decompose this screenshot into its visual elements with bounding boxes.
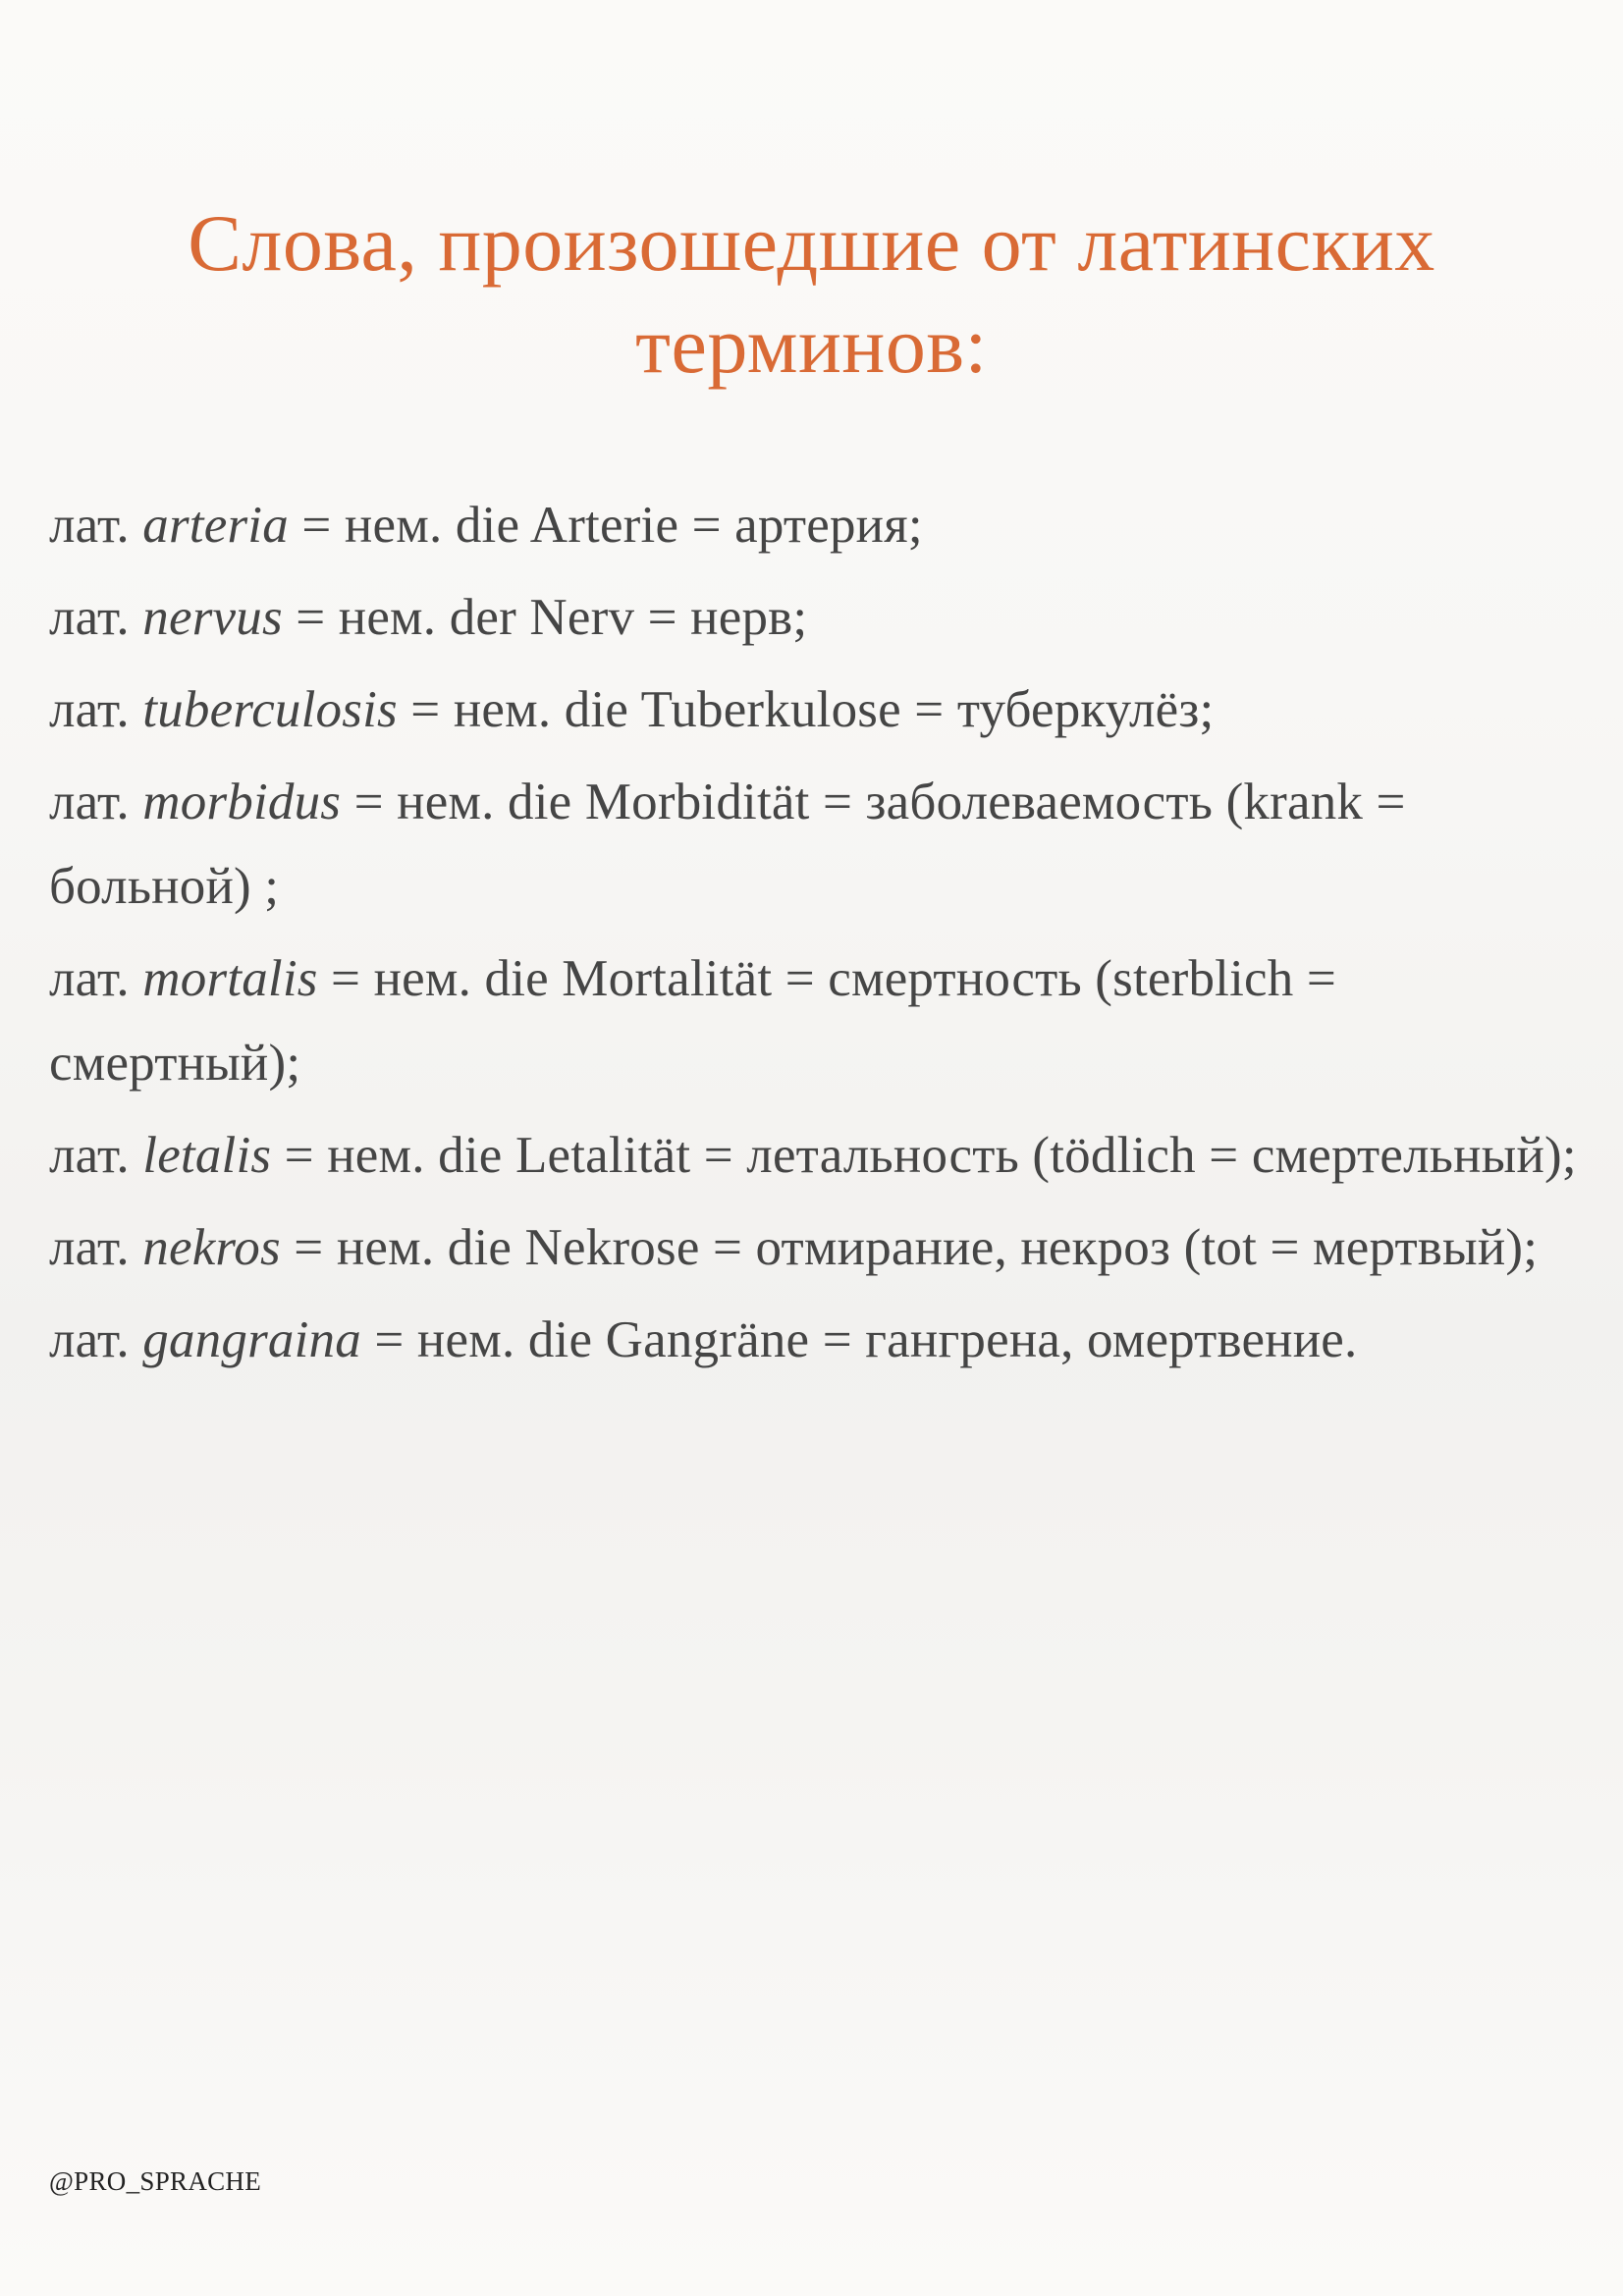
term-translation: = нем. die Arterie = артерия; [288,497,923,554]
term-entry-gangraina [49,1298,1581,1382]
lat-prefix: лат. [49,589,143,646]
latin-term: gangraina [142,1311,361,1368]
lat-prefix: лат. [49,950,143,1007]
latin-term: mortalis [142,950,318,1007]
term-entry-nervus [49,575,1581,660]
lat-prefix: лат. [49,1127,143,1184]
latin-term: nervus [142,589,283,646]
lat-prefix: лат. [49,1219,143,1276]
term-translation: = нем. die Gangräne = гангрена, омертвение. [360,1311,1358,1368]
term-list [49,483,1581,1390]
term-translation: = нем. die Tuberkulose = туберкулёз; [397,681,1215,738]
term-entry-morbidus [49,760,1581,929]
term-entry-tuberculosis [49,667,1581,752]
term-translation: = нем. die Mortalität = смертность (sterblich = смертный); [49,950,1336,1092]
page-title: Слова, произошедшие от латинских терминов: [188,198,1435,390]
lat-prefix: лат. [49,497,143,554]
term-translation: = нем. die Letalität = летальность (tödlich = смертельный); [271,1127,1577,1184]
latin-term: letalis [142,1127,272,1184]
term-entry-arteria [49,483,1581,567]
term-entry-nekros [49,1205,1581,1290]
term-entry-letalis [49,1113,1581,1198]
latin-term: morbidus [142,774,342,830]
lat-prefix: лат. [49,681,143,738]
latin-term: nekros [142,1219,281,1276]
account-handle: @PRO_SPRACHE [49,2166,262,2196]
term-translation: = нем. die Nekrose = отмирание, некроз (tot = мертвый); [280,1219,1539,1276]
latin-term: tuberculosis [142,681,398,738]
lat-prefix: лат. [49,1311,143,1368]
term-translation: = нем. die Morbidität = заболеваемость (krank = больной) ; [49,774,1406,915]
term-entry-mortalis [49,936,1581,1105]
term-translation: = нем. der Nerv = нерв; [282,589,808,646]
latin-term: arteria [142,497,289,554]
lat-prefix: лат. [49,774,143,830]
